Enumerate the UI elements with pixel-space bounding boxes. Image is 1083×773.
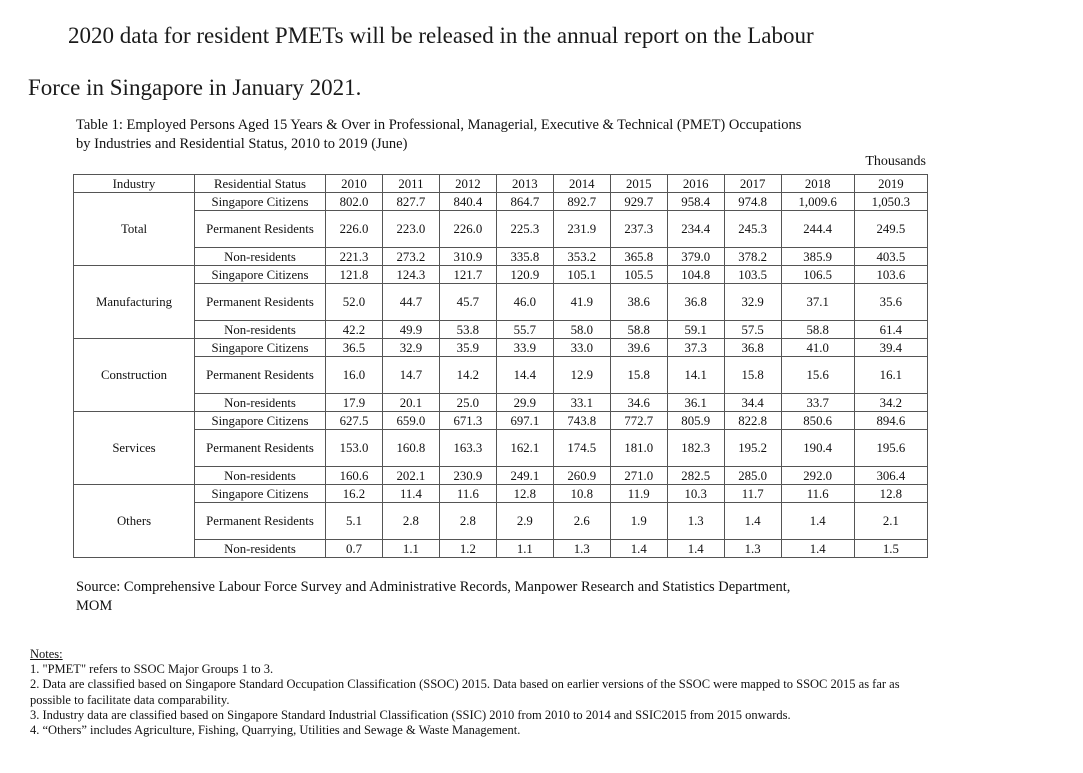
value-cell: 249.5 xyxy=(854,211,927,248)
value-cell: 282.5 xyxy=(667,467,724,485)
value-cell: 36.5 xyxy=(326,339,383,357)
industry-cell: Construction xyxy=(74,339,195,412)
table-row xyxy=(74,284,928,321)
table-row xyxy=(74,467,928,485)
value-cell: 11.6 xyxy=(781,485,854,503)
table-caption xyxy=(76,116,976,154)
header-year: 2018 xyxy=(781,175,854,193)
value-cell: 1.4 xyxy=(781,503,854,540)
value-cell: 105.1 xyxy=(553,266,610,284)
value-cell: 15.8 xyxy=(724,357,781,394)
table-row xyxy=(74,485,928,503)
source-line-1: Source: Comprehensive Labour Force Survey and Administrative Records, Manpower Research and Statistics Department, xyxy=(76,579,791,595)
residential-status-cell: Permanent Residents xyxy=(195,284,326,321)
table-units: Thousands xyxy=(865,154,926,169)
intro-paragraph xyxy=(28,10,1068,114)
value-cell: 34.2 xyxy=(854,394,927,412)
table-header-row xyxy=(74,175,928,193)
note-4: 4. “Others” includes Agriculture, Fishing, Quarrying, Utilities and Sewage & Waste Management. xyxy=(30,723,521,738)
value-cell: 231.9 xyxy=(553,211,610,248)
residential-status-cell: Singapore Citizens xyxy=(195,412,326,430)
value-cell: 1.9 xyxy=(610,503,667,540)
value-cell: 12.8 xyxy=(496,485,553,503)
value-cell: 163.3 xyxy=(439,430,496,467)
value-cell: 2.8 xyxy=(382,503,439,540)
intro-line-2: Force in Singapore in January 2021. xyxy=(28,75,362,100)
value-cell: 15.8 xyxy=(610,357,667,394)
value-cell: 306.4 xyxy=(854,467,927,485)
header-industry: Industry xyxy=(74,175,195,193)
notes-heading: Notes: xyxy=(30,647,63,661)
value-cell: 44.7 xyxy=(382,284,439,321)
header-year: 2014 xyxy=(553,175,610,193)
value-cell: 34.6 xyxy=(610,394,667,412)
value-cell: 627.5 xyxy=(326,412,383,430)
residential-status-cell: Permanent Residents xyxy=(195,357,326,394)
value-cell: 41.0 xyxy=(781,339,854,357)
value-cell: 25.0 xyxy=(439,394,496,412)
value-cell: 365.8 xyxy=(610,248,667,266)
value-cell: 32.9 xyxy=(382,339,439,357)
residential-status-cell: Singapore Citizens xyxy=(195,193,326,211)
value-cell: 2.6 xyxy=(553,503,610,540)
value-cell: 53.8 xyxy=(439,321,496,339)
value-cell: 1.1 xyxy=(496,540,553,558)
industry-cell: Manufacturing xyxy=(74,266,195,339)
value-cell: 1.5 xyxy=(854,540,927,558)
note-2b: possible to facilitate data comparability. xyxy=(30,692,230,707)
value-cell: 1.1 xyxy=(382,540,439,558)
value-cell: 33.9 xyxy=(496,339,553,357)
value-cell: 2.8 xyxy=(439,503,496,540)
residential-status-cell: Permanent Residents xyxy=(195,503,326,540)
value-cell: 190.4 xyxy=(781,430,854,467)
value-cell: 12.9 xyxy=(553,357,610,394)
value-cell: 1.2 xyxy=(439,540,496,558)
value-cell: 403.5 xyxy=(854,248,927,266)
value-cell: 221.3 xyxy=(326,248,383,266)
value-cell: 894.6 xyxy=(854,412,927,430)
header-year: 2011 xyxy=(382,175,439,193)
note-1: 1. "PMET" refers to SSOC Major Groups 1 to 3. xyxy=(30,662,274,677)
value-cell: 104.8 xyxy=(667,266,724,284)
value-cell: 335.8 xyxy=(496,248,553,266)
value-cell: 234.4 xyxy=(667,211,724,248)
notes-section xyxy=(30,647,1075,738)
header-year: 2012 xyxy=(439,175,496,193)
residential-status-cell: Non-residents xyxy=(195,540,326,558)
value-cell: 1.4 xyxy=(667,540,724,558)
value-cell: 34.4 xyxy=(724,394,781,412)
value-cell: 974.8 xyxy=(724,193,781,211)
value-cell: 285.0 xyxy=(724,467,781,485)
value-cell: 17.9 xyxy=(326,394,383,412)
value-cell: 58.8 xyxy=(610,321,667,339)
value-cell: 42.2 xyxy=(326,321,383,339)
value-cell: 33.1 xyxy=(553,394,610,412)
residential-status-cell: Non-residents xyxy=(195,394,326,412)
intro-line-1: 2020 data for resident PMETs will be released in the annual report on the Labour xyxy=(68,23,814,48)
value-cell: 59.1 xyxy=(667,321,724,339)
value-cell: 671.3 xyxy=(439,412,496,430)
value-cell: 378.2 xyxy=(724,248,781,266)
residential-status-cell: Non-residents xyxy=(195,321,326,339)
value-cell: 659.0 xyxy=(382,412,439,430)
table-row xyxy=(74,193,928,211)
value-cell: 153.0 xyxy=(326,430,383,467)
value-cell: 20.1 xyxy=(382,394,439,412)
value-cell: 29.9 xyxy=(496,394,553,412)
value-cell: 292.0 xyxy=(781,467,854,485)
value-cell: 35.9 xyxy=(439,339,496,357)
value-cell: 106.5 xyxy=(781,266,854,284)
value-cell: 249.1 xyxy=(496,467,553,485)
value-cell: 225.3 xyxy=(496,211,553,248)
value-cell: 14.2 xyxy=(439,357,496,394)
table-row xyxy=(74,339,928,357)
value-cell: 103.6 xyxy=(854,266,927,284)
header-year: 2016 xyxy=(667,175,724,193)
value-cell: 37.3 xyxy=(667,339,724,357)
value-cell: 10.8 xyxy=(553,485,610,503)
header-residential-status: Residential Status xyxy=(195,175,326,193)
value-cell: 45.7 xyxy=(439,284,496,321)
residential-status-cell: Singapore Citizens xyxy=(195,266,326,284)
value-cell: 16.1 xyxy=(854,357,927,394)
value-cell: 103.5 xyxy=(724,266,781,284)
value-cell: 864.7 xyxy=(496,193,553,211)
value-cell: 379.0 xyxy=(667,248,724,266)
value-cell: 226.0 xyxy=(439,211,496,248)
table-row xyxy=(74,430,928,467)
residential-status-cell: Permanent Residents xyxy=(195,211,326,248)
value-cell: 2.9 xyxy=(496,503,553,540)
value-cell: 39.6 xyxy=(610,339,667,357)
value-cell: 822.8 xyxy=(724,412,781,430)
value-cell: 57.5 xyxy=(724,321,781,339)
value-cell: 55.7 xyxy=(496,321,553,339)
value-cell: 1.4 xyxy=(781,540,854,558)
note-2a: 2. Data are classified based on Singapore Standard Occupation Classification (SSOC) 2015. Data based on earlier versions of the SSOC were mapped to SSOC 2015 as far as xyxy=(30,677,900,692)
value-cell: 11.7 xyxy=(724,485,781,503)
value-cell: 121.8 xyxy=(326,266,383,284)
value-cell: 35.6 xyxy=(854,284,927,321)
table-caption-line-2: by Industries and Residential Status, 2010 to 2019 (June) xyxy=(76,136,408,152)
value-cell: 33.0 xyxy=(553,339,610,357)
value-cell: 182.3 xyxy=(667,430,724,467)
value-cell: 840.4 xyxy=(439,193,496,211)
value-cell: 58.0 xyxy=(553,321,610,339)
value-cell: 1.4 xyxy=(610,540,667,558)
value-cell: 41.9 xyxy=(553,284,610,321)
value-cell: 14.1 xyxy=(667,357,724,394)
pmet-table xyxy=(73,174,928,558)
value-cell: 827.7 xyxy=(382,193,439,211)
value-cell: 1.3 xyxy=(724,540,781,558)
value-cell: 1,009.6 xyxy=(781,193,854,211)
industry-cell: Others xyxy=(74,485,195,558)
value-cell: 11.9 xyxy=(610,485,667,503)
value-cell: 195.6 xyxy=(854,430,927,467)
table-caption-line-1: Table 1: Employed Persons Aged 15 Years & Over in Professional, Managerial, Executive & Technical (PMET) Occupations xyxy=(76,117,802,133)
value-cell: 5.1 xyxy=(326,503,383,540)
value-cell: 1.3 xyxy=(553,540,610,558)
value-cell: 11.6 xyxy=(439,485,496,503)
table-row xyxy=(74,540,928,558)
value-cell: 37.1 xyxy=(781,284,854,321)
value-cell: 1,050.3 xyxy=(854,193,927,211)
value-cell: 36.8 xyxy=(724,339,781,357)
value-cell: 38.6 xyxy=(610,284,667,321)
value-cell: 850.6 xyxy=(781,412,854,430)
value-cell: 273.2 xyxy=(382,248,439,266)
value-cell: 385.9 xyxy=(781,248,854,266)
value-cell: 32.9 xyxy=(724,284,781,321)
value-cell: 1.3 xyxy=(667,503,724,540)
value-cell: 697.1 xyxy=(496,412,553,430)
table-row xyxy=(74,503,928,540)
value-cell: 223.0 xyxy=(382,211,439,248)
value-cell: 237.3 xyxy=(610,211,667,248)
value-cell: 33.7 xyxy=(781,394,854,412)
header-year: 2015 xyxy=(610,175,667,193)
header-year: 2010 xyxy=(326,175,383,193)
value-cell: 226.0 xyxy=(326,211,383,248)
header-year: 2019 xyxy=(854,175,927,193)
value-cell: 1.4 xyxy=(724,503,781,540)
value-cell: 174.5 xyxy=(553,430,610,467)
value-cell: 36.1 xyxy=(667,394,724,412)
table-row xyxy=(74,211,928,248)
value-cell: 0.7 xyxy=(326,540,383,558)
value-cell: 310.9 xyxy=(439,248,496,266)
table-row xyxy=(74,394,928,412)
value-cell: 802.0 xyxy=(326,193,383,211)
value-cell: 16.2 xyxy=(326,485,383,503)
residential-status-cell: Non-residents xyxy=(195,467,326,485)
value-cell: 181.0 xyxy=(610,430,667,467)
value-cell: 2.1 xyxy=(854,503,927,540)
value-cell: 15.6 xyxy=(781,357,854,394)
industry-cell: Services xyxy=(74,412,195,485)
value-cell: 14.4 xyxy=(496,357,553,394)
residential-status-cell: Non-residents xyxy=(195,248,326,266)
value-cell: 160.6 xyxy=(326,467,383,485)
value-cell: 162.1 xyxy=(496,430,553,467)
note-3: 3. Industry data are classified based on Singapore Standard Industrial Classification (SSIC) 2010 from 2010 to 2014 and SSIC2015 from 2015 onwards. xyxy=(30,707,791,722)
value-cell: 11.4 xyxy=(382,485,439,503)
table-row xyxy=(74,412,928,430)
value-cell: 271.0 xyxy=(610,467,667,485)
value-cell: 10.3 xyxy=(667,485,724,503)
value-cell: 929.7 xyxy=(610,193,667,211)
table-row xyxy=(74,248,928,266)
value-cell: 160.8 xyxy=(382,430,439,467)
value-cell: 58.8 xyxy=(781,321,854,339)
header-year: 2017 xyxy=(724,175,781,193)
value-cell: 805.9 xyxy=(667,412,724,430)
table-row xyxy=(74,266,928,284)
value-cell: 36.8 xyxy=(667,284,724,321)
value-cell: 39.4 xyxy=(854,339,927,357)
value-cell: 244.4 xyxy=(781,211,854,248)
value-cell: 260.9 xyxy=(553,467,610,485)
value-cell: 52.0 xyxy=(326,284,383,321)
residential-status-cell: Singapore Citizens xyxy=(195,485,326,503)
industry-cell: Total xyxy=(74,193,195,266)
value-cell: 61.4 xyxy=(854,321,927,339)
table-source xyxy=(76,578,946,616)
value-cell: 14.7 xyxy=(382,357,439,394)
value-cell: 772.7 xyxy=(610,412,667,430)
value-cell: 124.3 xyxy=(382,266,439,284)
header-year: 2013 xyxy=(496,175,553,193)
source-line-2: MOM xyxy=(76,598,113,614)
value-cell: 245.3 xyxy=(724,211,781,248)
value-cell: 12.8 xyxy=(854,485,927,503)
value-cell: 46.0 xyxy=(496,284,553,321)
value-cell: 353.2 xyxy=(553,248,610,266)
value-cell: 202.1 xyxy=(382,467,439,485)
residential-status-cell: Singapore Citizens xyxy=(195,339,326,357)
table-row xyxy=(74,321,928,339)
value-cell: 121.7 xyxy=(439,266,496,284)
value-cell: 958.4 xyxy=(667,193,724,211)
value-cell: 892.7 xyxy=(553,193,610,211)
value-cell: 49.9 xyxy=(382,321,439,339)
value-cell: 743.8 xyxy=(553,412,610,430)
value-cell: 120.9 xyxy=(496,266,553,284)
value-cell: 105.5 xyxy=(610,266,667,284)
value-cell: 16.0 xyxy=(326,357,383,394)
residential-status-cell: Permanent Residents xyxy=(195,430,326,467)
value-cell: 230.9 xyxy=(439,467,496,485)
value-cell: 195.2 xyxy=(724,430,781,467)
table-row xyxy=(74,357,928,394)
